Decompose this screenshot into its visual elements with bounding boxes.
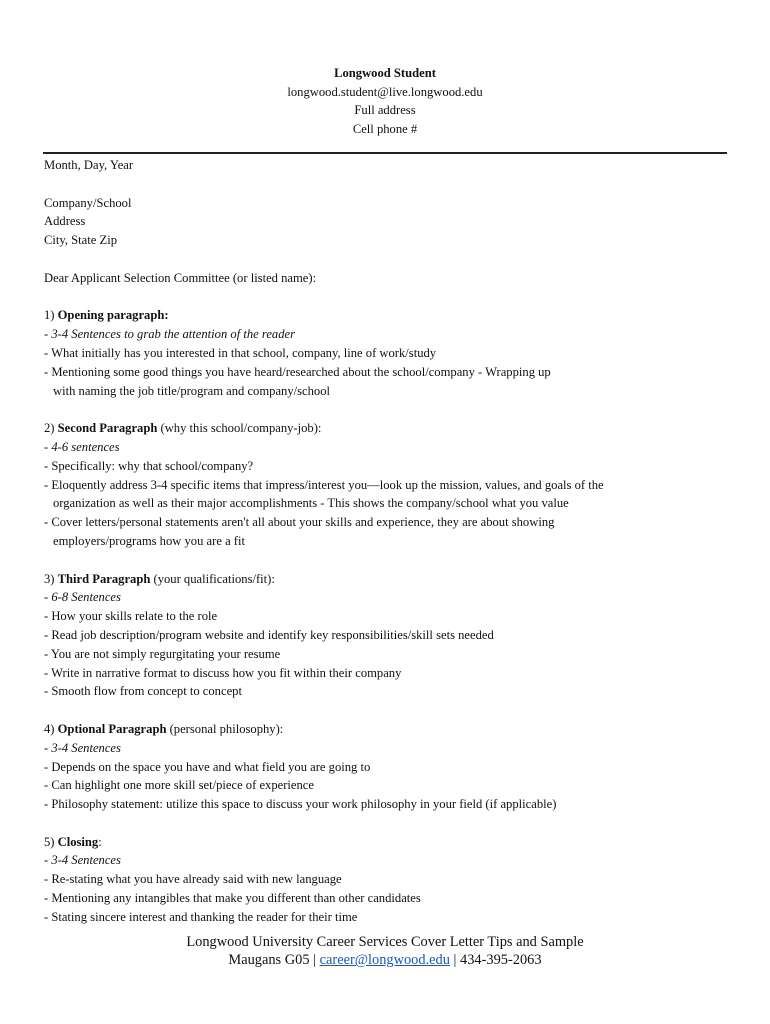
- footer-email-link[interactable]: career@longwood.edu: [319, 952, 450, 968]
- bullet-continuation: organization as well as their major accomplishments - This shows the company/school what you value: [53, 496, 569, 511]
- recipient-block: [44, 194, 724, 250]
- bullet-item: - Cover letters/personal statements aren't all about your skills and experience, they are about showing: [44, 515, 555, 530]
- bullet-item: - How your skills relate to the role: [44, 609, 218, 624]
- bullet-item: - Read job description/program website and identify key responsibilities/skill sets needed: [44, 627, 494, 642]
- letter-header: [0, 64, 770, 138]
- sender-phone: Cell phone #: [352, 121, 418, 136]
- bullet-item: - Specifically: why that school/company?: [44, 458, 254, 473]
- section-second: [44, 419, 724, 551]
- bullet-item: - Philosophy statement: utilize this space to discuss your work philosophy in your field (if applicable): [44, 797, 557, 812]
- section-subtitle: - 3-4 Sentences: [44, 853, 121, 868]
- bullet-item: - Can highlight one more skill set/piece of experience: [44, 778, 314, 793]
- section-heading: 4) Optional Paragraph (personal philosophy):: [44, 721, 284, 736]
- bullet-continuation: with naming the job title/program and company/school: [53, 383, 331, 398]
- bullet-item: - Smooth flow from concept to concept: [44, 684, 242, 699]
- bullet-item: - Write in narrative format to discuss how you fit within their company: [44, 665, 402, 680]
- section-subtitle: - 3-4 Sentences to grab the attention of the reader: [44, 327, 296, 342]
- section-heading: 1) Opening paragraph:: [44, 308, 169, 323]
- bullet-item: - Mentioning any intangibles that make you different than other candidates: [44, 891, 421, 906]
- bullet-item: - What initially has you interested in that school, company, line of work/study: [44, 345, 437, 360]
- footer-phone: | 434-395-2063: [449, 952, 542, 968]
- sender-address: Full address: [354, 103, 416, 117]
- letter-body: [44, 156, 724, 927]
- section-heading: 2) Second Paragraph (why this school/company-job):: [44, 421, 322, 436]
- footer-title: Longwood University Career Services Cover Letter Tips and Sample: [186, 934, 584, 950]
- section-opening: [44, 306, 724, 400]
- salutation: Dear Applicant Selection Committee (or listed name):: [44, 270, 317, 285]
- letter-date: Month, Day, Year: [44, 158, 134, 172]
- section-subtitle: - 3-4 Sentences: [44, 740, 121, 755]
- section-optional: [44, 720, 724, 814]
- recipient-line: Address: [44, 214, 86, 229]
- bullet-item: - Depends on the space you have and what field you are going to: [44, 759, 371, 774]
- section-subtitle: - 6-8 Sentences: [44, 590, 121, 605]
- sender-email: longwood.student@live.longwood.edu: [287, 84, 483, 99]
- section-heading: 5) Closing:: [44, 834, 102, 849]
- bullet-item: - Mentioning some good things you have heard/researched about the school/company - Wrapping up: [44, 364, 551, 379]
- bullet-continuation: employers/programs how you are a fit: [53, 533, 245, 548]
- sender-name: Longwood Student: [334, 66, 436, 80]
- section-heading: 3) Third Paragraph (your qualifications/fit):: [44, 571, 275, 586]
- footer-contact: [0, 951, 770, 969]
- section-subtitle: - 4-6 sentences: [44, 439, 120, 454]
- bullet-item: - You are not simply regurgitating your resume: [44, 646, 281, 661]
- recipient-line: Company/School: [44, 195, 132, 210]
- page-footer: [0, 933, 770, 969]
- bullet-item: - Re-stating what you have already said with new language: [44, 872, 342, 887]
- footer-location: Maugans G05 |: [228, 952, 320, 968]
- header-divider: [43, 152, 727, 154]
- section-closing: [44, 833, 724, 927]
- bullet-item: - Stating sincere interest and thanking the reader for their time: [44, 909, 358, 924]
- bullet-item: - Eloquently address 3-4 specific items that impress/interest you—look up the mission, values, and goals of the: [44, 477, 604, 492]
- recipient-line: City, State Zip: [44, 233, 117, 248]
- section-third: [44, 570, 724, 702]
